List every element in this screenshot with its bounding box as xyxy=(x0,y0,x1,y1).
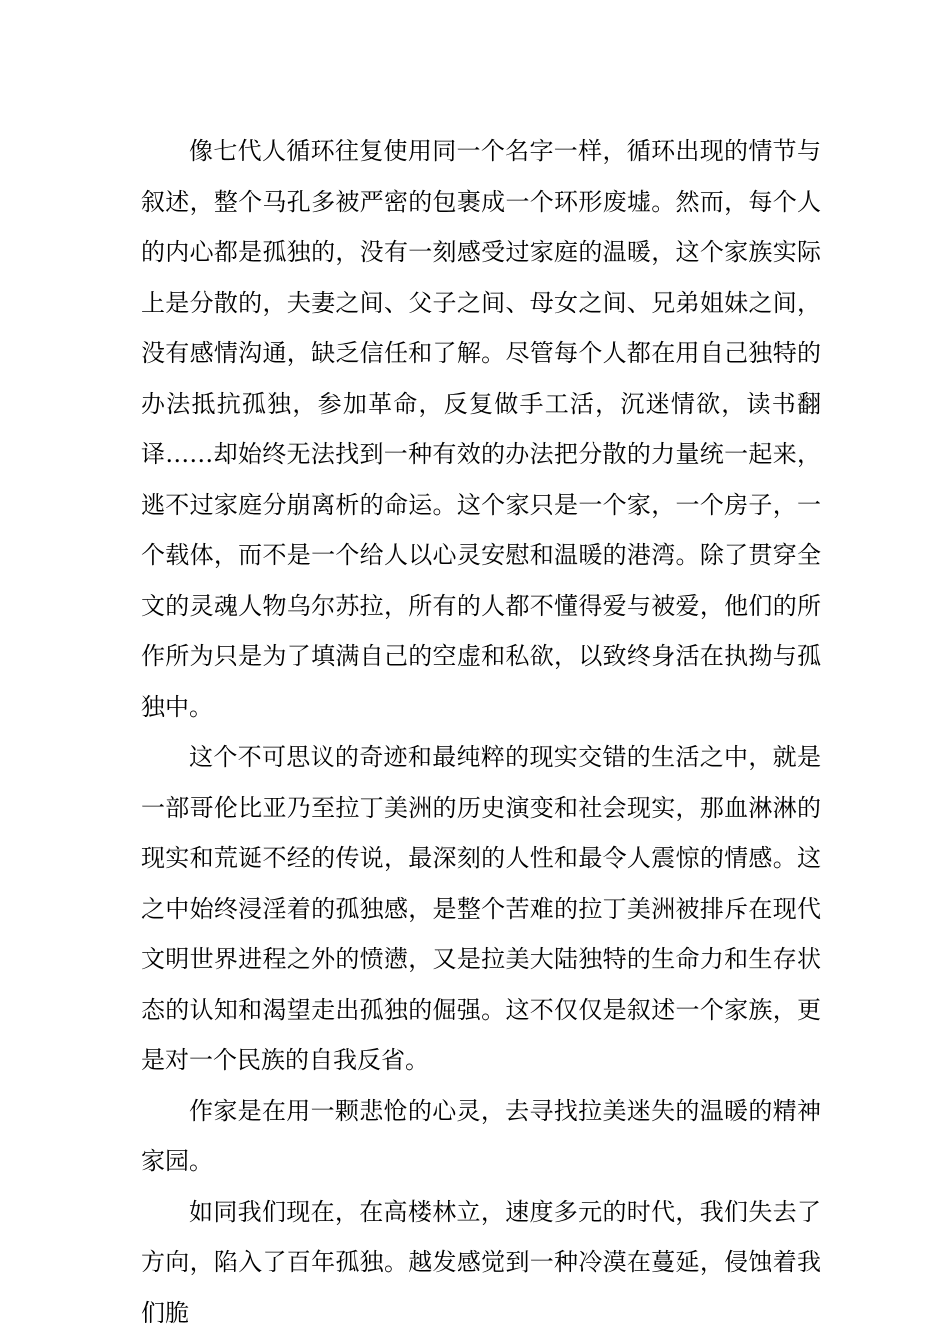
paragraph-2: 这个不可思议的奇迹和最纯粹的现实交错的生活之中，就是一部哥伦比亚乃至拉丁美洲的历史演变和社会现实，那血淋淋的现实和荒诞不经的传说，最深刻的人性和最令人震惊的情感。这之中始终浸淫着的孤独感，是整个苦难的拉丁美洲被排斥在现代文明世界进程之外的愤懑，又是拉美大陆独特的生命力和生存状态的认知和渴望走出孤独的倔强。这不仅仅是叙述一个家族，更是对一个民族的自我反省。 xyxy=(141,743,821,1074)
body-text xyxy=(141,126,821,1338)
paragraph-4: 如同我们现在，在高楼林立，速度多元的时代，我们失去了方向，陷入了百年孤独。越发感觉到一种冷漠在蔓延，侵蚀着我们脆 xyxy=(141,1197,821,1327)
paragraph-3: 作家是在用一颗悲怆的心灵，去寻找拉美迷失的温暖的精神家园。 xyxy=(141,1096,821,1175)
paragraph-1: 像七代人循环往复使用同一个名字一样，循环出现的情节与叙述，整个马孔多被严密的包裹成一个环形废墟。然而，每个人的内心都是孤独的，没有一刻感受过家庭的温暖，这个家族实际上是分散的，夫妻之间、父子之间、母女之间、兄弟姐妹之间，没有感情沟通，缺乏信任和了解。尽管每个人都在用自己独特的办法抵抗孤独，参加革命，反复做手工活，沉迷情欲，读书翻译……却始终无法找到一种有效的办法把分散的力量统一起来，逃不过家庭分崩离析的命运。这个家只是一个家，一个房子，一个载体，而不是一个给人以心灵安慰和温暖的港湾。除了贯穿全文的灵魂人物乌尔苏拉，所有的人都不懂得爱与被爱，他们的所作所为只是为了填满自己的空虚和私欲，以致终身活在执拗与孤独中。 xyxy=(141,137,821,721)
